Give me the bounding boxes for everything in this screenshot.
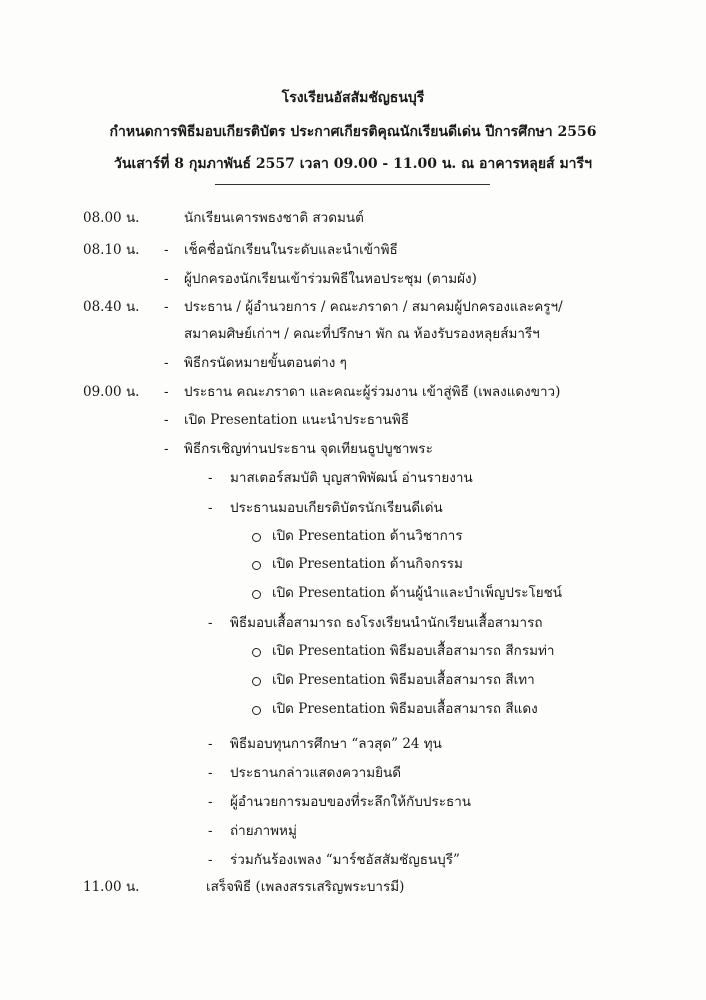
dash-bullet: - [208, 852, 213, 868]
time-label: 08.00 น. [83, 210, 140, 226]
circle-bullet-icon [252, 648, 261, 657]
schedule-item: เปิด Presentation แนะนำประธานพิธี [184, 412, 409, 428]
schedule-item: เปิด Presentation ด้านกิจกรรม [272, 556, 463, 572]
schedule-item: เปิด Presentation ด้านวิชาการ [272, 528, 463, 544]
schedule-item: ผู้ปกครองนักเรียนเข้าร่วมพิธีในหอประชุม (ตามผัง) [184, 271, 477, 287]
school-name: โรงเรียนอัสสัมชัญธนบุรี [281, 90, 425, 106]
schedule-item: ประธานมอบเกียรติบัตรนักเรียนดีเด่น [230, 500, 443, 516]
circle-bullet-icon [252, 677, 261, 686]
schedule-item: สมาคมศิษย์เก่าฯ / คณะที่ปรึกษา พัก ณ ห้องรับรองหลุยส์มารีฯ [184, 326, 540, 342]
schedule-item: ร่วมกันร้องเพลง “มาร์ชอัสสัมชัญธนบุรี” [230, 852, 460, 868]
dash-bullet: - [208, 736, 213, 752]
schedule-item: เปิด Presentation พิธีมอบเสื้อสามารถ สีเทา [272, 672, 535, 688]
dash-bullet: - [164, 441, 169, 457]
circle-bullet-icon [252, 533, 261, 542]
dash-bullet: - [208, 823, 213, 839]
date-venue-line: วันเสาร์ที่ 8 กุมภาพันธ์ 2557 เวลา 09.00 - 11.00 น. ณ อาคารหลุยส์ มารีฯ [114, 156, 592, 172]
dash-bullet: - [164, 271, 169, 287]
schedule-item: เปิด Presentation ด้านผู้นำและบำเพ็ญประโยชน์ [272, 585, 563, 601]
schedule-item: เสร็จพิธี (เพลงสรรเสริญพระบารมี) [206, 879, 405, 895]
schedule-item: เปิด Presentation พิธีมอบเสื้อสามารถ สีกรมท่า [272, 643, 555, 659]
dash-bullet: - [164, 299, 169, 315]
dash-bullet: - [208, 470, 213, 486]
schedule-item: ประธาน / ผู้อำนวยการ / คณะภราดา / สมาคมผู้ปกครองและครูฯ/ [184, 299, 563, 315]
circle-bullet-icon [252, 706, 261, 715]
schedule-item: พิธีกรเชิญท่านประธาน จุดเทียนธูปบูชาพระ [184, 441, 433, 457]
schedule-item: ประธาน คณะภราดา และคณะผู้ร่วมงาน เข้าสู่พิธี (เพลงแดงขาว) [184, 384, 561, 400]
header-divider [215, 184, 490, 185]
dash-bullet: - [208, 765, 213, 781]
schedule-item: ประธานกล่าวแสดงความยินดี [230, 765, 402, 781]
time-label: 09.00 น. [83, 384, 140, 400]
dash-bullet: - [208, 794, 213, 810]
schedule-item: เช็คชื่อนักเรียนในระดับและนำเข้าพิธี [184, 242, 398, 258]
document-title: กำหนดการพิธีมอบเกียรติบัตร ประกาศเกียรติคุณนักเรียนดีเด่น ปีการศึกษา 2556 [109, 124, 597, 140]
dash-bullet: - [164, 384, 169, 400]
time-label: 08.10 น. [83, 242, 140, 258]
schedule-item: นักเรียนเคารพธงชาติ สวดมนต์ [184, 210, 364, 226]
time-label: 11.00 น. [83, 879, 140, 895]
schedule-item: ถ่ายภาพหมู่ [230, 823, 297, 839]
time-label: 08.40 น. [83, 299, 140, 315]
dash-bullet: - [164, 355, 169, 371]
dash-bullet: - [208, 615, 213, 631]
dash-bullet: - [164, 242, 169, 258]
schedule-item: เปิด Presentation พิธีมอบเสื้อสามารถ สีแดง [272, 701, 538, 717]
circle-bullet-icon [252, 590, 261, 599]
schedule-item: พิธีมอบทุนการศึกษา “ลวสุด” 24 ทุน [230, 736, 442, 752]
dash-bullet: - [208, 500, 213, 516]
schedule-item: พิธีกรนัดหมายขั้นตอนต่าง ๆ [184, 355, 347, 371]
schedule-item: พิธีมอบเสื้อสามารถ ธงโรงเรียนนำนักเรียนเสื้อสามารถ [230, 615, 543, 631]
dash-bullet: - [164, 412, 169, 428]
circle-bullet-icon [252, 561, 261, 570]
schedule-item: มาสเตอร์สมบัติ บุญสาพิพัฒน์ อ่านรายงาน [230, 470, 473, 486]
schedule-item: ผู้อำนวยการมอบของที่ระลึกให้กับประธาน [230, 794, 472, 810]
